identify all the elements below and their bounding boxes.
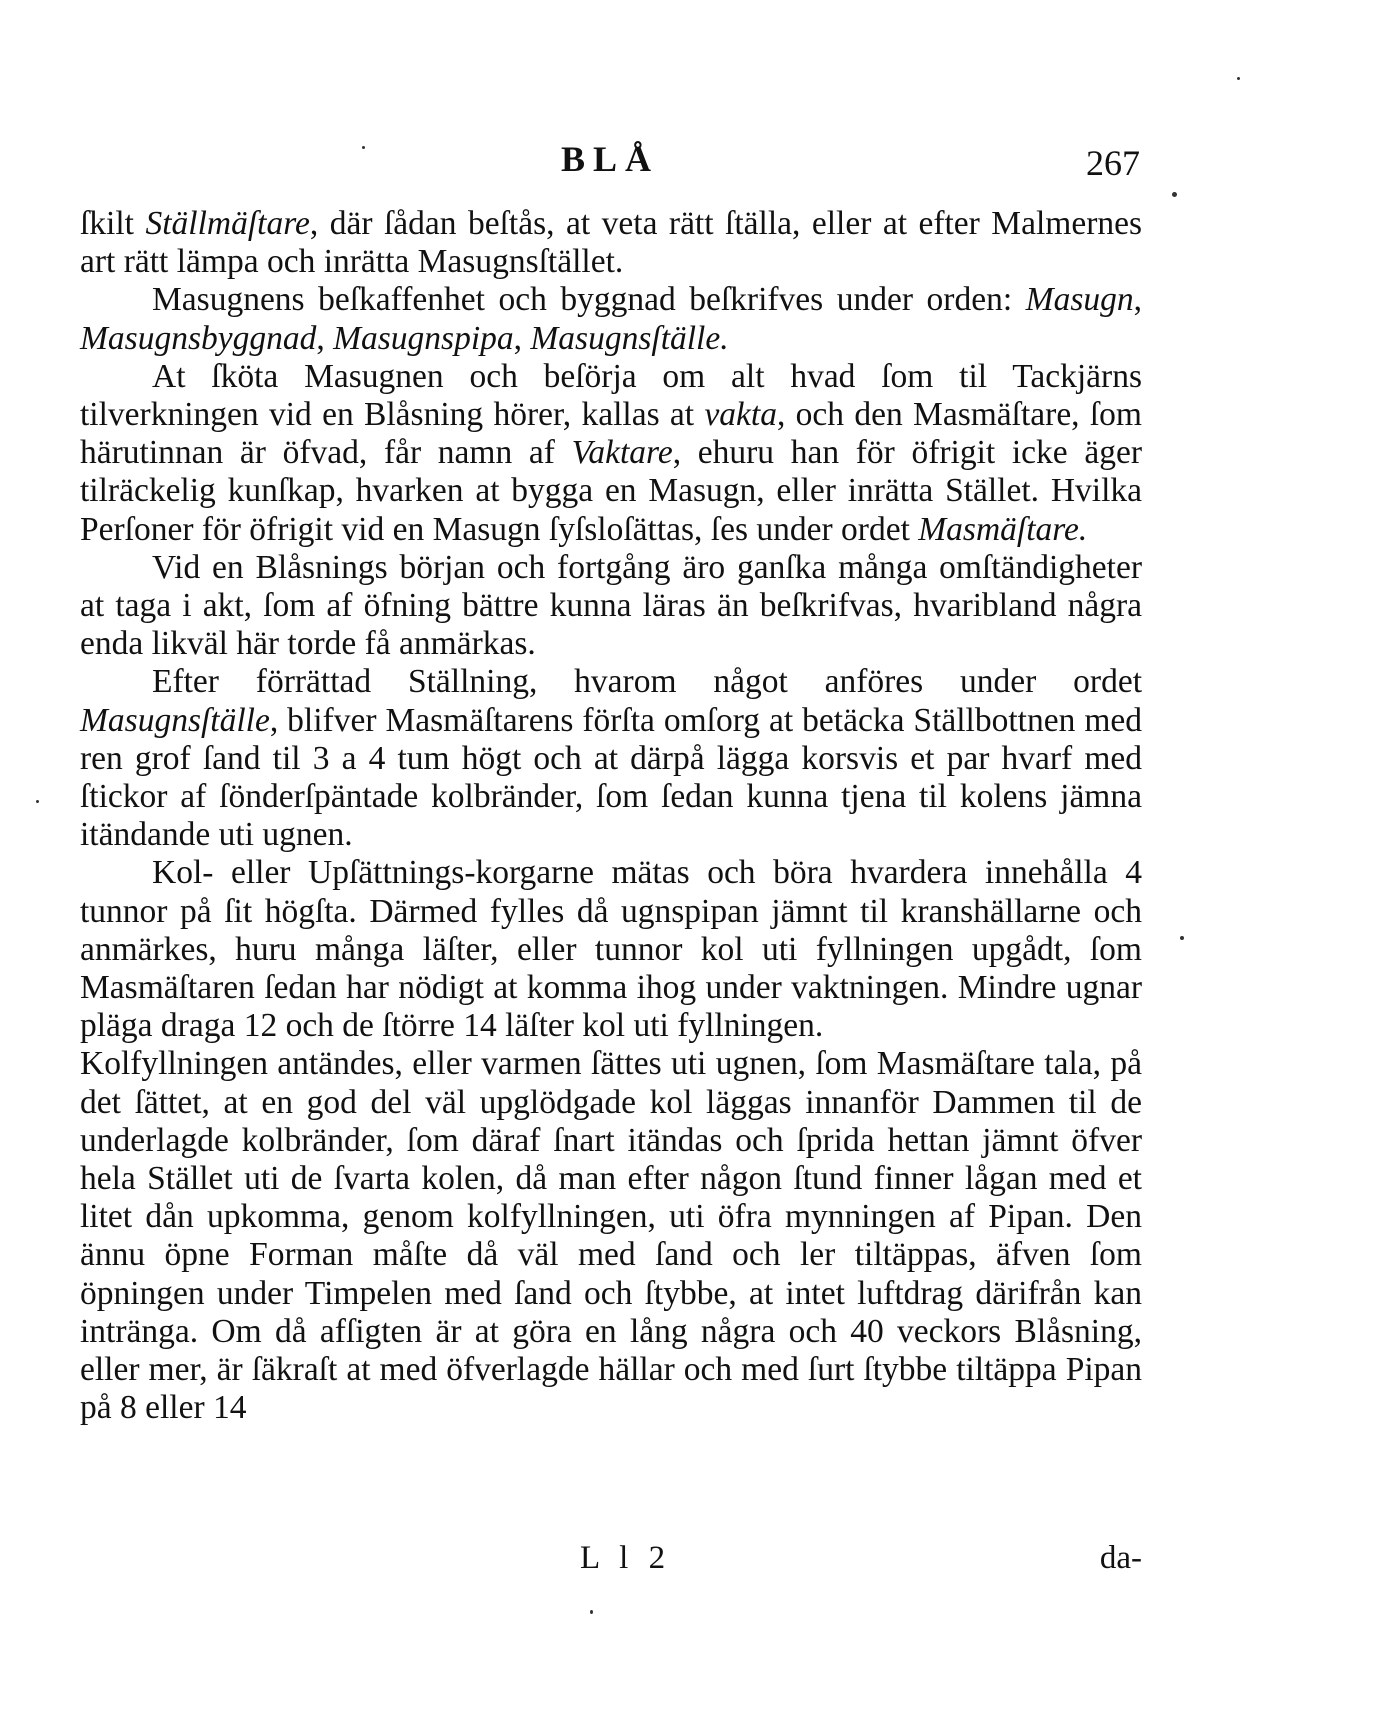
page-footer (80, 1540, 1142, 1582)
print-speck (590, 1610, 593, 1614)
print-speck (1172, 192, 1177, 197)
paragraph (80, 1045, 1142, 1427)
print-speck (1180, 936, 1184, 940)
page-number: 267 (1086, 143, 1140, 183)
print-speck (362, 146, 365, 149)
paragraph (80, 549, 1142, 664)
text-run: , och den Masmäſtare, ſom härutinnan är öfvad, får namn af (80, 396, 1142, 472)
paragraph (80, 854, 1142, 1045)
text-run: Masugnens beſkaffenhet och byggnad beſkrifves under orden: (152, 281, 1026, 319)
text-run: At ſköta Masugnen och beſörja om alt hvad ſom til Tackjärns tilverkningen vid en Blåsning hörer, kallas at (80, 357, 1142, 434)
paragraph (80, 663, 1142, 854)
text-run: Efter förrättad Ställning, hvarom något anföres under ordet (152, 663, 1142, 701)
paragraph (80, 205, 1142, 281)
text-run: Kol- eller Upſättnings-korgarne mätas och böra hvardera innehålla 4 tunnor på ſit högſta. Därmed fylles då ugnspipan jämnt til kranshällarne och anmärkes, huru många läſter, eller tunnor kol uti fyllningen upgådt, ſom Masmäſtaren ſedan har nödigt at komma ihog under vaktningen. Mindre ugnar pläga draga 12 och de ſtörre 14 läſter kol uti fyllningen. (80, 854, 1142, 1045)
italic-term: Masugnspipa (333, 319, 514, 357)
italic-term: Masmäſtare. (918, 510, 1088, 548)
text-run: , (316, 319, 334, 357)
signature-mark: L l 2 (580, 1540, 672, 1576)
print-speck (1237, 77, 1240, 80)
italic-term: Vaktare (571, 434, 673, 472)
catchword: da- (1099, 1540, 1142, 1576)
text-run: , (513, 319, 531, 357)
print-speck (36, 800, 39, 803)
text-run: Vid en Blåsnings början och fortgång äro ganſka många omſtändigheter at taga i akt, ſom af öfning bättre kunna läras än beſkrifvas, hvaribland några enda likväl här torde få anmärkas. (80, 548, 1142, 663)
text-run: ſkilt (80, 205, 146, 242)
running-head (80, 138, 1140, 188)
paragraph (80, 358, 1142, 549)
paragraph (80, 281, 1142, 357)
italic-term: vakta (704, 396, 777, 434)
text-run: , ehuru han för öfrigit icke äger tilräckelig kunſkap, hvarken at bygga en Masugn, eller inrätta Stället. Hvilka Perſoner för öfrigit vid en Masugn ſyſsloſättas, ſes under ordet (80, 434, 1142, 548)
italic-term: Masugn (1025, 281, 1134, 319)
italic-term: Masugnsſtälle (80, 701, 270, 739)
body-text (80, 205, 1142, 1428)
text-run: Kolfyllningen antändes, eller varmen ſättes uti ugnen, ſom Masmäſtare tala, på det ſättet, at en god del väl upglödgade kol läggas innanför Dammen til de underlagde kolbränder, ſom däraf ſnart itändas och ſprida hettan jämnt öfver hela Stället uti de ſvarta kolen, då man efter någon ſtund finner lågan med et litet dån upkomma, genom kolfyllningen, uti öfra mynningen af Pipan. Den ännu öpne Forman måſte då väl med ſand och ler tiltäppas, äfven ſom öpningen under Timpelen med ſand och ſtybbe, at intet luftdrag därifrån kan intränga. Om då afſigten är at göra en lång några och 40 veckors Blåsning, eller mer, är ſäkraſt at med öfverlagde hällar och med ſurt ſtybbe tiltäppa Pipan på 8 eller 14 (80, 1045, 1142, 1427)
italic-term: Masugnsſtälle. (530, 319, 729, 357)
text-run: , (1133, 281, 1142, 319)
text-run: , blifver Masmäſtarens förſta omſorg at betäcka Ställbottnen med ren grof ſand til 3 a 4 tum högt och at därpå lägga korsvis et par hvarf med ſtickor af ſönderſpäntade kolbränder, ſom ſedan kunna tjena til kolens jämna itändande uti ugnen. (80, 701, 1142, 854)
running-title: BLÅ (560, 139, 660, 179)
italic-term: Ställmäſtare (145, 205, 310, 242)
italic-term: Masugnsbyggnad (80, 319, 317, 357)
text-run: , där ſådan beſtås, at veta rätt ſtälla, eller at efter Malmernes art rätt lämpa och inrätta Masugnsſtället. (80, 205, 1143, 281)
